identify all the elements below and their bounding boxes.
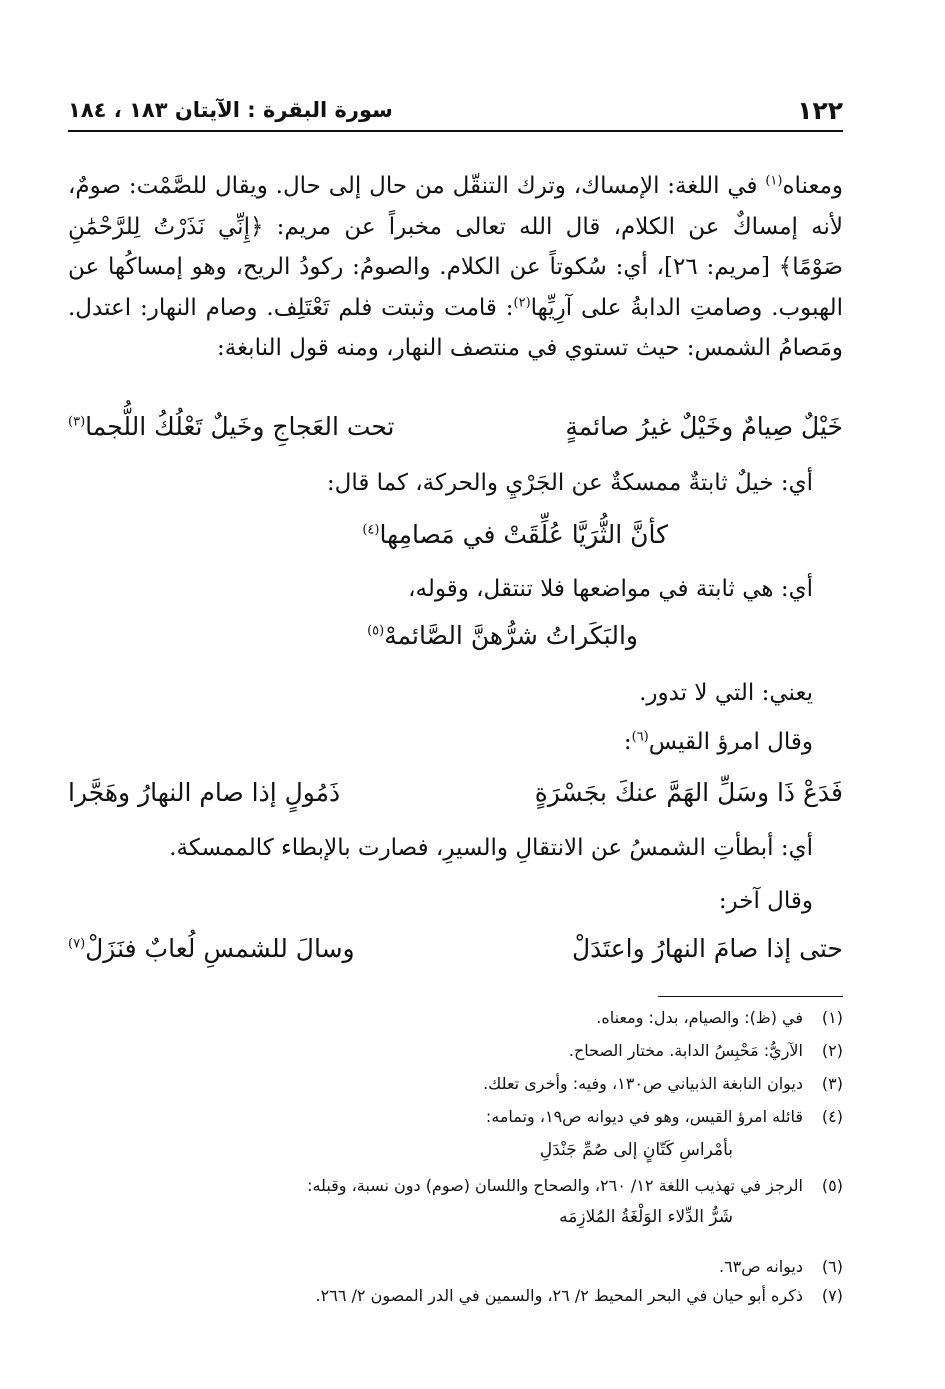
footnote-1: (١) في (ظ): والصيام، بدل: ومعناه. [596, 1008, 843, 1027]
footnote-4: (٤) قائله امرؤ القيس، وهو في ديوانه ص١٩، وتمامه: [485, 1107, 843, 1126]
header-rule [68, 130, 843, 132]
footnotes [68, 1005, 843, 1308]
verse-hemistich-second: وسالَ للشمسِ لُعابٌ فنَزَلْ [85, 934, 355, 963]
paragraph-definition [68, 166, 843, 369]
verse-hemistich-second: تحت العَجاجِ وخَيلٌ تَعْلُكُ اللُّجما [85, 412, 395, 441]
explanation-line-3: يعني: التي لا تدور. [639, 680, 813, 706]
page-header [68, 92, 843, 132]
page-number: ١٢٢ [797, 96, 843, 125]
running-head: سورة البقرة : الآيتان ١٨٣ ، ١٨٤ [68, 98, 393, 122]
para-text-end: : قامت وثبتت فلم تَعْتَلِف. وصام النهار: اعتدل. ومَصامُ الشمس: حيث تستوي في منتصف النهار، ومنه قول النابغة: [68, 294, 843, 361]
footnote-ref-6: (٦) [631, 729, 649, 745]
footnote-ref-2: (٢) [513, 294, 531, 310]
footnote-2: (٢) الآريُّ: مَحْبِسُ الدابة. مختار الصحاح. [568, 1041, 843, 1060]
footnote-ref-5: (٥) [367, 623, 385, 639]
para-text-start: ومعناه [782, 173, 843, 199]
verse-half-1 [68, 520, 843, 550]
verse-other [68, 934, 843, 964]
explanation-line-1: أي: خيلٌ ثابتةٌ ممسكةٌ عن الجَرْيِ والحركة، كما قال: [326, 470, 813, 496]
footnote-5-quote: شَرُّ الدِّلاء الوَلْغَةُ المُلازِمَه [559, 1207, 733, 1227]
explanation-line-4: أي: أبطأتِ الشمسُ عن الانتقالِ والسيرِ، فصارت بالإبطاء كالممسكة. [169, 835, 813, 861]
verse-text: والبَكَراتُ شرُّهنَّ الصَّائمهْ [384, 621, 638, 650]
verse-hemistich-first: خَيْلٌ صِيامٌ وخَيْلٌ غيرُ صائمةٍ [565, 412, 843, 441]
footnote-ref-1: (١) [765, 173, 783, 189]
verse-text: كأنَّ الثُّرَيَّا عُلِّقَتْ في مَصامِها [379, 520, 668, 549]
verse-half-2 [68, 621, 843, 651]
footnote-6: (٦) ديوانه ص٦٣. [718, 1257, 843, 1276]
verse-hemistich-first: حتى إذا صامَ النهارُ واعتَدَلْ [571, 934, 843, 963]
verse-nabigha [68, 412, 843, 442]
footnote-ref-7: (٧) [68, 936, 86, 952]
verse-hemistich-second: ذَمُولٍ إذا صام النهارُ وهَجَّرا [68, 778, 341, 807]
footnote-ref-3: (٣) [68, 414, 86, 430]
para-text-middle: في اللغة: الإمساك، وترك التنقّل من حال إلى حال. ويقال للصَّمْت: صومٌ، لأنه إمساكٌ عن الكلام، قال الله تعالى مخبراً عن مريم: ﴿إِنِّي نَذَرْتُ لِلرَّحْمَٰنِ صَوْمًا﴾ [مريم: ٢٦]، أي: سُكوتاً عن الكلام. والصومُ: ركودُ الريح، وهو إمساكُها عن الهبوب. وصامتِ الدابةُ على آرِيِّها [68, 173, 844, 321]
footnote-5: (٥) الرجز في تهذيب اللغة ١٢/ ٢٦٠، والصحاح واللسان (صوم) دون نسبة، وقبله: [307, 1176, 843, 1195]
attribution-line-other: وقال آخر: [718, 888, 813, 914]
footnote-ref-4: (٤) [362, 522, 380, 538]
verse-hemistich-first: فَدَعْ ذَا وسَلِّ الهَمَّ عنكَ بجَسْرَةٍ [534, 778, 843, 807]
verse-imru-alqais [68, 778, 843, 808]
footnote-3: (٣) ديوان النابغة الذبياني ص١٣٠، وفيه: وأخرى تعلك. [483, 1074, 843, 1093]
footnote-rule [658, 996, 843, 997]
footnote-4-quote: بأمْراسِ كَتّانٍ إلى صُمِّ جَنْدَلِ [539, 1140, 733, 1160]
explanation-line-2: أي: هي ثابتة في مواضعها فلا تنتقل، وقوله، [408, 576, 813, 602]
footnote-7: (٧) ذكره أبو حيان في البحر المحيط ٢/ ٢٦، والسمين في الدر المصون ٢/ ٢٦٦. [315, 1286, 843, 1305]
attribution-line-imru: وقال امرؤ القيس$^{(٦)}$: [623, 729, 813, 755]
